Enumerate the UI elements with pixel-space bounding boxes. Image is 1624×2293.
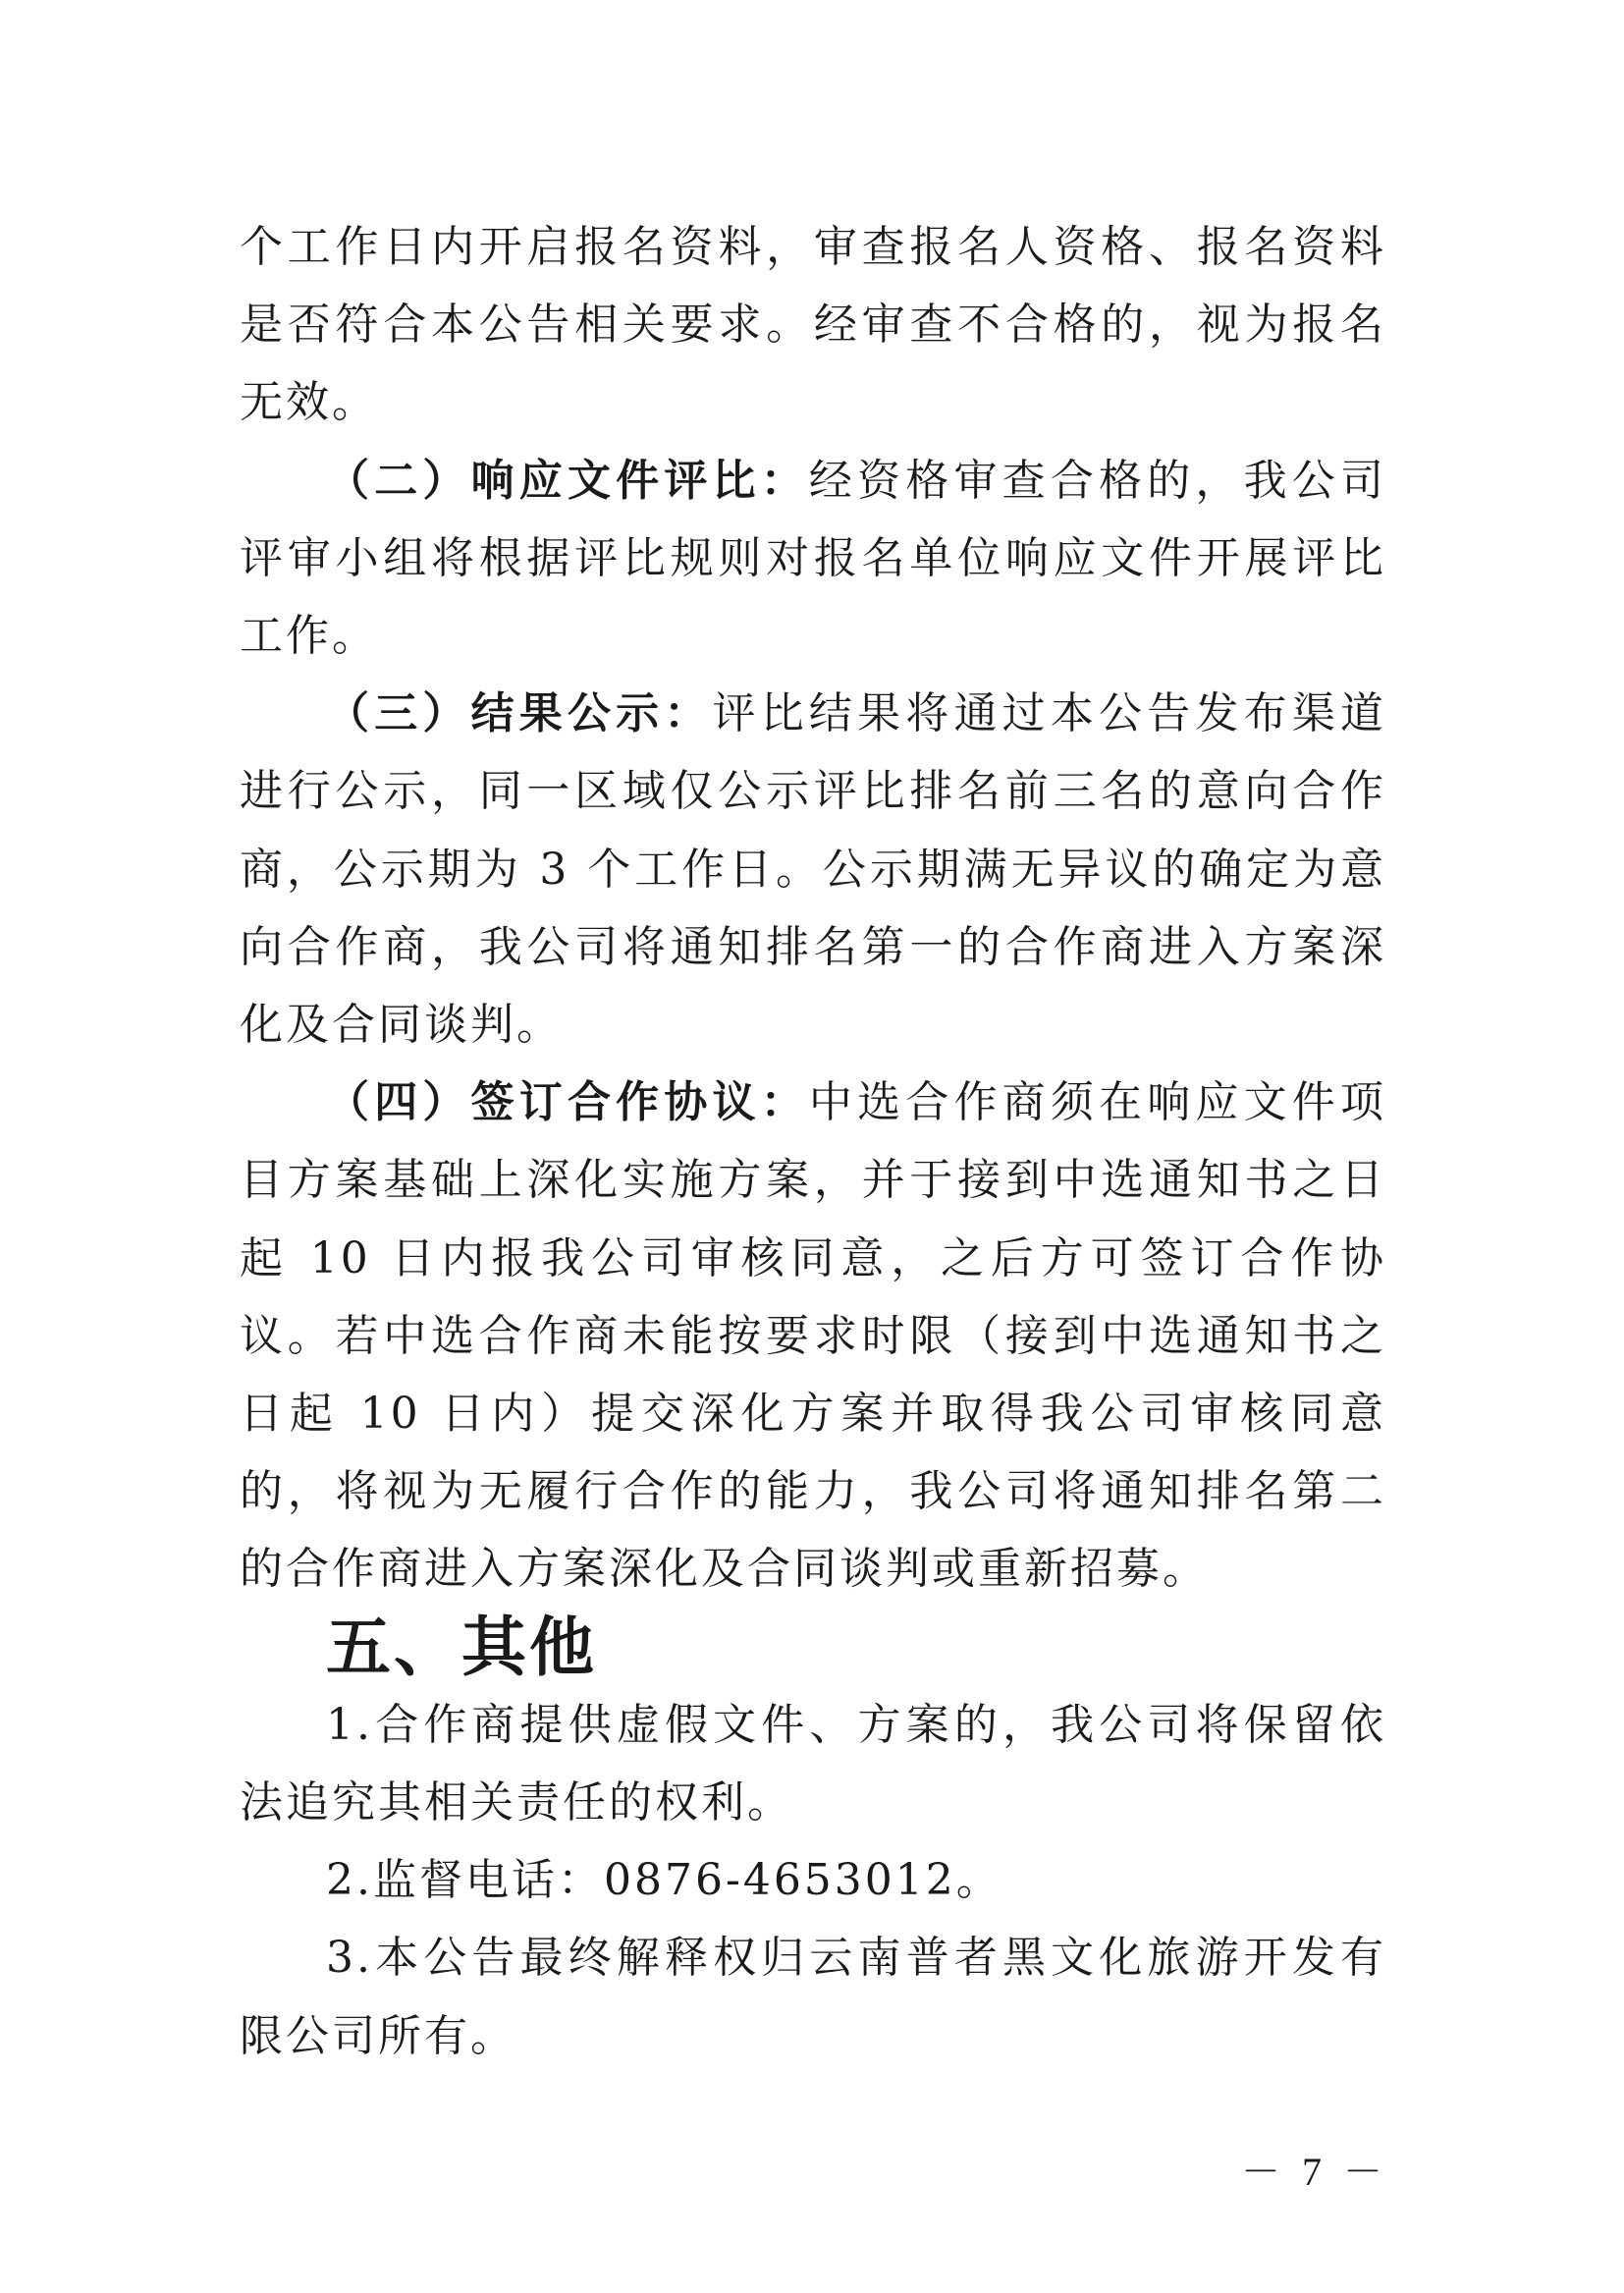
paragraph-registration-review: 个工作日内开启报名资料，审查报名人资格、报名资料是否符合本公告相关要求。经审查不合格的，视为报名无效。 xyxy=(240,222,1386,428)
page-number: － 7 － xyxy=(1241,2150,1388,2194)
paragraph-result-publicity xyxy=(240,675,1386,1064)
list-item-supervision-phone: 2.监督电话：0876-4653012。 xyxy=(326,1855,1002,1906)
paragraph-sign-agreement xyxy=(240,1064,1386,1608)
list-item-false-documents: 1.合作商提供虚假文件、方案的，我公司将保留依法追究其相关责任的权利。 xyxy=(240,1699,1386,1829)
paragraph-text-publicity: 评比结果将通过本公告发布渠道进行公示，同一区域仅公示评比排名前三名的意向合作商，公示期为 3 个工作日。公示期满无异议的确定为意向合作商，我公司将通知排名第一的合作商进入方案深化及合同谈判。 xyxy=(240,688,1387,1051)
paragraph-lead-agreement: （四）签订合作协议： xyxy=(326,1077,809,1128)
paragraph-text-evaluation: 经资格审查合格的，我公司评审小组将根据评比规则对报名单位响应文件开展评比工作。 xyxy=(240,455,1387,662)
paragraph-lead-publicity: （三）结果公示： xyxy=(326,688,713,739)
paragraph-text-agreement: 中选合作商须在响应文件项目方案基础上深化实施方案，并于接到中选通知书之日起 10 日内报我公司审核同意，之后方可签订合作协议。若中选合作商未能按要求时限（接到中选通知书之日起 10 日内）提交深化方案并取得我公司审核同意的，将视为无履行合作的能力，我公司将通知排名第二的合作商进入方案深化及合同谈判或重新招募。 xyxy=(240,1077,1387,1595)
paragraph-lead-evaluation: （二）响应文件评比： xyxy=(326,455,809,506)
section-heading-other: 五、其他 xyxy=(326,1609,597,1685)
paragraph-response-evaluation xyxy=(240,442,1386,676)
list-item-interpretation-right: 3.本公告最终解释权归云南普者黑文化旅游开发有限公司所有。 xyxy=(240,1933,1386,2061)
document-body xyxy=(240,208,1386,2075)
